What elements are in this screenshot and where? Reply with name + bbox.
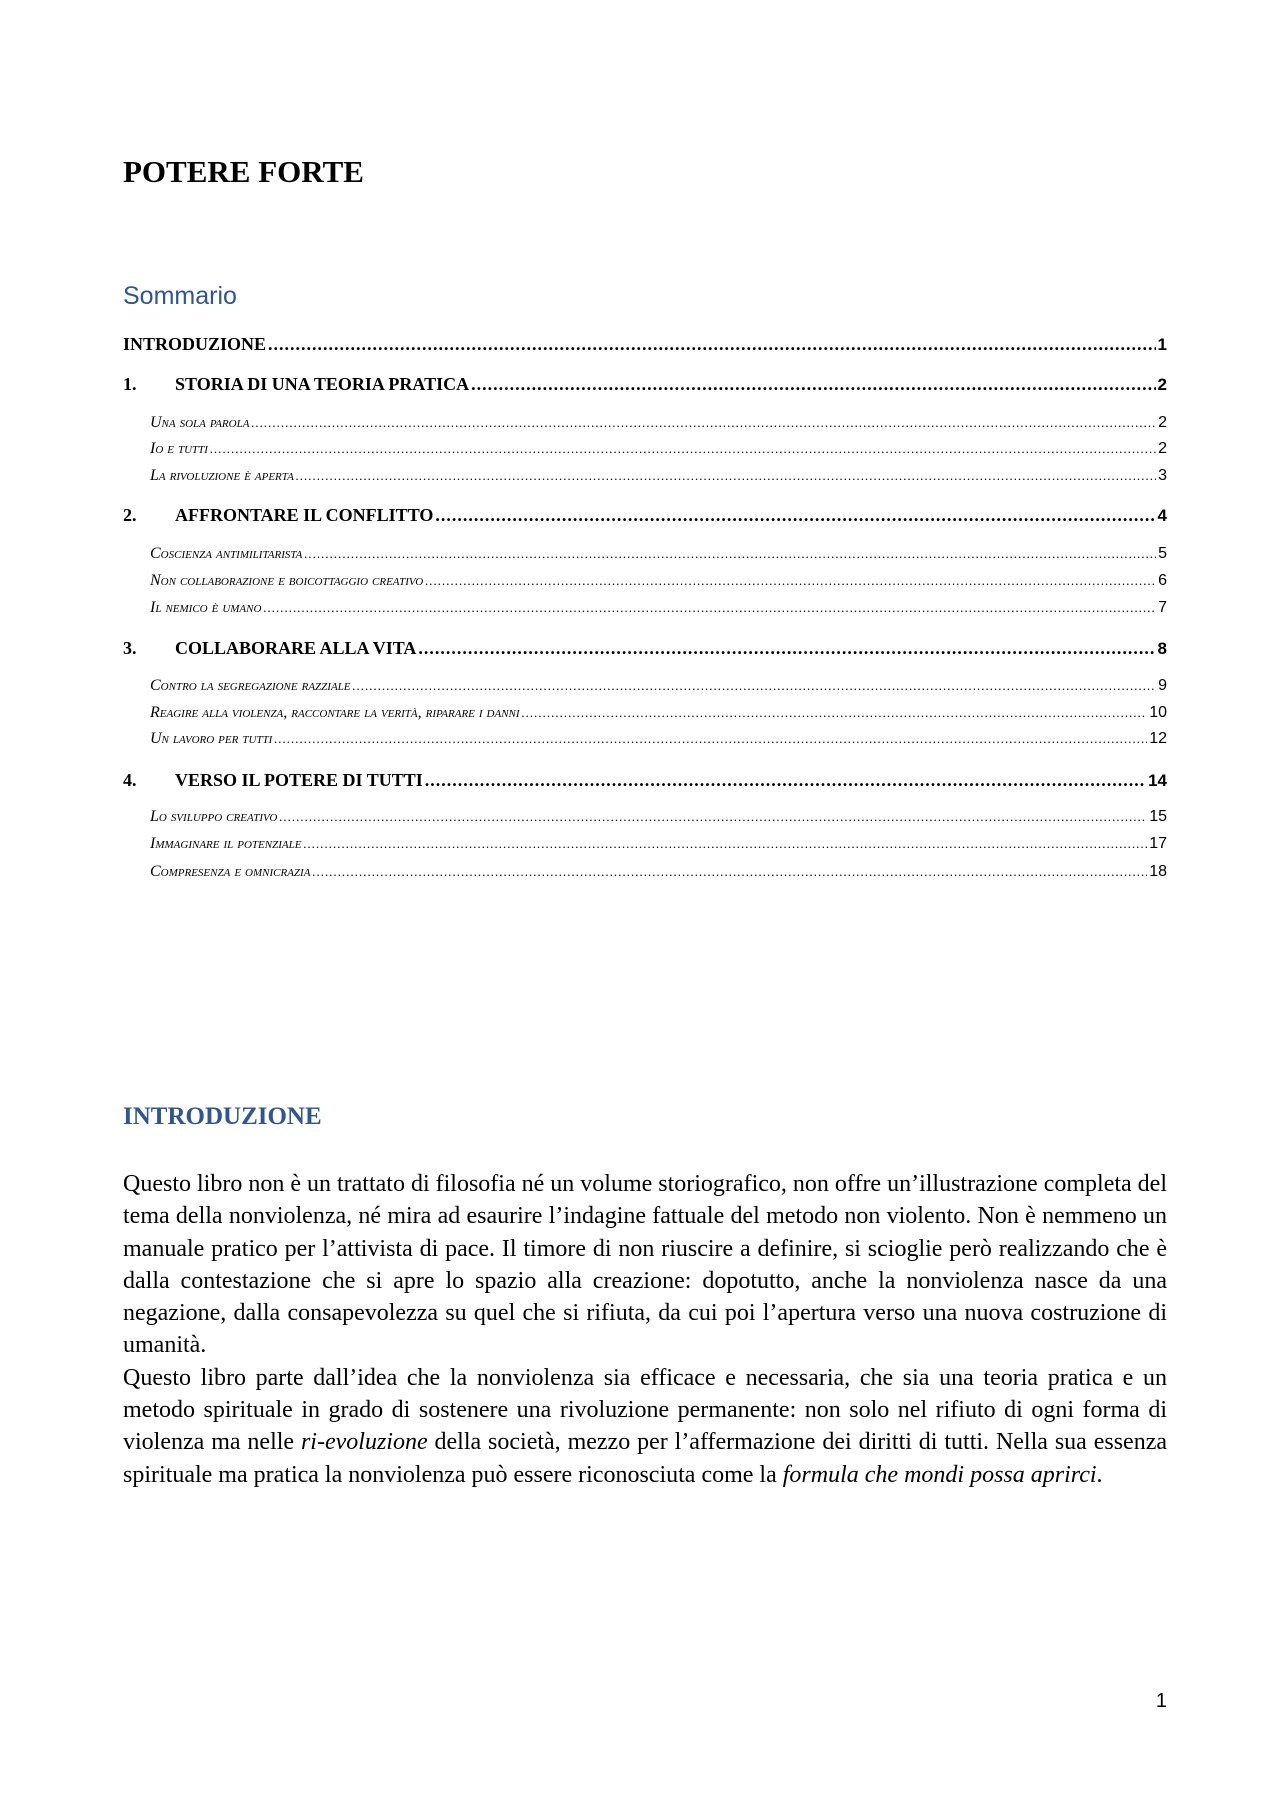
- toc-heading: Sommario: [123, 282, 237, 310]
- toc-entry-label: [150, 863, 310, 881]
- toc-page-number: 2: [1158, 414, 1167, 431]
- toc-entry-text: Immaginare il potenziale: [150, 835, 302, 852]
- toc-entry-label: [150, 730, 272, 748]
- toc-leader-dots: [296, 468, 1156, 484]
- toc-entry-label: [150, 808, 277, 826]
- toc-page-number: 6: [1158, 572, 1167, 589]
- toc-entry-text: Io e tutti: [150, 440, 208, 457]
- toc-entry-label: [123, 770, 423, 791]
- toc-entry-label: [150, 467, 294, 485]
- toc-entry-label: [123, 374, 469, 395]
- toc-leader-dots: [471, 374, 1155, 395]
- toc-entry-text: Lo sviluppo creativo: [150, 808, 278, 825]
- toc-page-number: 2: [1157, 375, 1167, 394]
- document-title: POTERE FORTE: [123, 154, 364, 189]
- toc-entry-text: Reagire alla violenza, raccontare la verità, riparare i danni: [150, 704, 520, 721]
- toc-leader-dots: [268, 334, 1156, 355]
- toc-leader-dots: [353, 678, 1157, 694]
- emphasis-text: formula che mondi possa aprirci: [782, 1461, 1097, 1488]
- toc-entry[interactable]: [123, 467, 1167, 485]
- toc-page-number: 3: [1158, 467, 1167, 484]
- toc-entry-text: COLLABORARE ALLA VITA: [175, 638, 417, 658]
- toc-entry-label: [150, 572, 423, 590]
- toc-entry-label: [150, 835, 301, 853]
- toc-page-number: 18: [1149, 863, 1167, 880]
- toc-entry-label: [150, 677, 351, 695]
- toc-leader-dots: [435, 505, 1155, 526]
- toc-entry-label: [150, 599, 261, 617]
- toc-page-number: 2: [1158, 440, 1167, 457]
- page-number: 1: [1155, 1690, 1167, 1712]
- toc-entry-label: [123, 505, 433, 526]
- toc-entry-number: 4.: [123, 770, 137, 790]
- toc-entry-text: Un lavoro per tutti: [150, 730, 273, 747]
- toc-entry[interactable]: [123, 770, 1167, 791]
- toc-entry[interactable]: [123, 730, 1167, 748]
- toc-entry[interactable]: [123, 704, 1167, 722]
- toc-page-number: 10: [1149, 704, 1167, 721]
- toc-entry-number: 1.: [123, 374, 137, 394]
- toc-leader-dots: [303, 836, 1147, 852]
- paragraph-2: [123, 1362, 1167, 1491]
- toc-entry[interactable]: [123, 863, 1167, 881]
- toc-entry-text: Compresenza e omnicrazia: [150, 863, 311, 880]
- toc-entry[interactable]: [123, 572, 1167, 590]
- toc-entry[interactable]: [123, 414, 1167, 432]
- toc-leader-dots: [425, 573, 1156, 589]
- toc-page-number: 5: [1158, 545, 1167, 562]
- toc-leader-dots: [522, 705, 1148, 721]
- toc-entry-label: [150, 414, 249, 432]
- toc-leader-dots: [418, 638, 1155, 659]
- toc-entry-text: Non collaborazione e boicottaggio creativo: [150, 572, 424, 589]
- toc-entry[interactable]: [123, 440, 1167, 458]
- toc-entry-text: Il nemico è umano: [150, 599, 262, 616]
- toc-leader-dots: [279, 809, 1147, 825]
- toc-leader-dots: [210, 441, 1156, 457]
- toc-entry-label: [150, 440, 208, 458]
- toc-entry[interactable]: [123, 599, 1167, 617]
- toc-entry[interactable]: [123, 835, 1167, 853]
- toc-entry[interactable]: [123, 334, 1167, 355]
- toc-entry[interactable]: [123, 505, 1167, 526]
- toc-entry[interactable]: [123, 808, 1167, 826]
- toc-entry-text: Coscienza antimilitarista: [150, 545, 303, 562]
- toc-entry[interactable]: [123, 374, 1167, 395]
- toc-entry-text: AFFRONTARE IL CONFLITTO: [175, 505, 434, 525]
- text-run: Questo libro parte dall’idea che la nonviolenza sia efficace e necessaria, che sia una teoria pratica e un metodo spirituale in grado di sostenere una rivoluzione permanente: non solo nel rifiuto di ogni forma di violenza ma nelle: [123, 1364, 1167, 1456]
- toc-leader-dots: [274, 731, 1147, 747]
- text-run: della società, mezzo per l’affermazione dei diritti di tutti. Nella sua essenza spirituale ma pratica la nonviolenza può essere riconosciuta come la: [123, 1429, 1167, 1488]
- toc-entry-text: INTRODUZIONE: [123, 334, 267, 354]
- toc-page-number: 17: [1149, 835, 1167, 852]
- toc-leader-dots: [263, 600, 1156, 616]
- toc-entry[interactable]: [123, 545, 1167, 563]
- toc-page-number: 14: [1148, 771, 1167, 790]
- toc-entry-text: VERSO IL POTERE DI TUTTI: [175, 770, 423, 790]
- toc-leader-dots: [312, 864, 1147, 880]
- toc-leader-dots: [251, 415, 1156, 431]
- toc-entry[interactable]: [123, 677, 1167, 695]
- toc-page-number: 4: [1157, 506, 1167, 525]
- intro-body: [123, 1168, 1167, 1491]
- toc-entry-number: 2.: [123, 505, 137, 525]
- text-run: .: [1096, 1461, 1103, 1488]
- toc-entry-label: [150, 704, 520, 722]
- toc-entry-label: [150, 545, 302, 563]
- toc-page-number: 9: [1158, 677, 1167, 694]
- toc-page-number: 7: [1158, 599, 1167, 616]
- toc-entry-text: La rivoluzione è aperta: [150, 467, 294, 484]
- toc-page-number: 15: [1149, 808, 1167, 825]
- toc-entry-label: [123, 334, 266, 355]
- toc-entry-label: [123, 638, 416, 659]
- toc-entry-text: Contro la segregazione razziale: [150, 677, 351, 694]
- toc-page-number: 1: [1157, 335, 1167, 354]
- toc-entry-number: 3.: [123, 638, 137, 658]
- toc-page-number: 12: [1149, 730, 1167, 747]
- toc-entry-text: Una sola parola: [150, 414, 250, 431]
- emphasis-text: ri-evoluzione: [300, 1429, 428, 1456]
- paragraph-1: Questo libro non è un trattato di filosofia né un volume storiografico, non offre un’illustrazione completa del tema della nonviolenza, né mira ad esaurire l’indagine fattuale del metodo non violento. Non è nemmeno un manuale pratico per l’attivista di pace. Il timore di non riuscire a definire, si scioglie però realizzando che è dalla contestazione che si apre lo spazio alla creazione: dopotutto, anche la nonviolenza nasce da una negazione, dalla consapevolezza su quel che si rifiuta, da cui poi l’apertura verso una nuova costruzione di umanità.: [123, 1171, 1167, 1359]
- toc-leader-dots: [425, 770, 1146, 791]
- toc-leader-dots: [304, 546, 1156, 562]
- toc-entry[interactable]: [123, 638, 1167, 659]
- toc-entry-text: STORIA DI UNA TEORIA PRATICA: [175, 374, 470, 394]
- toc-page-number: 8: [1157, 639, 1167, 658]
- section-heading-introduzione: INTRODUZIONE: [123, 1103, 322, 1130]
